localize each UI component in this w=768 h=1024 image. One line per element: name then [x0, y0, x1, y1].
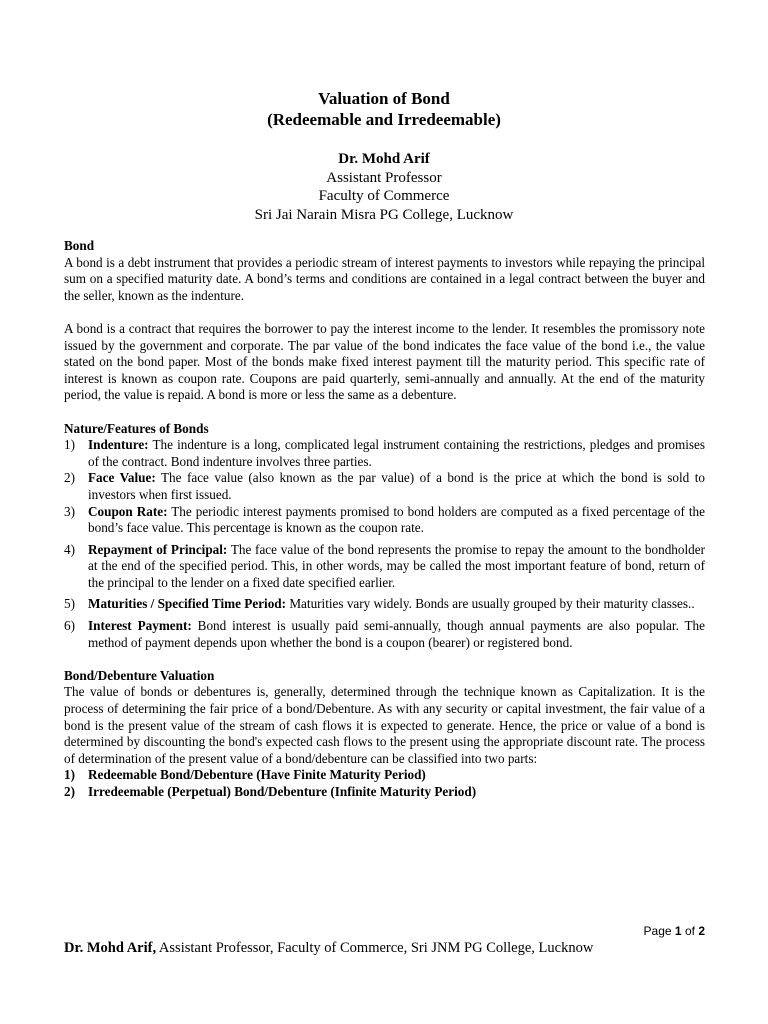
- feature-item: [64, 437, 705, 470]
- feature-number: 2): [64, 470, 75, 486]
- features-list: [64, 437, 705, 651]
- feature-text: Bond interest is usually paid semi-annually, though annual payments are also popular. The method of payment depends upon whether the bond is a coupon (bearer) or registered bond.: [88, 618, 706, 650]
- feature-item: [64, 504, 705, 537]
- author-faculty: Faculty of Commerce: [318, 188, 450, 204]
- part-number: 1): [64, 767, 75, 783]
- valuation-paragraph: The value of bonds or debentures is, generally, determined through the technique known as Capitalization. It is the process of determining the fair price of a bond/Debenture. As with any security or capital investment, the fair value of a bond is the present value of the stream of cash flows it is expected to generate. Hence, the price or value of a bond is determined by discounting the bond's expected cash flows to the present using the appropriate discount rate. The process of determination of the present value of a bond/debenture can be classified into two parts:: [64, 684, 705, 766]
- feature-text: The face value of the bond represents the promise to repay the amount to the bondholder at the end of the specified period. This, in other words, may be called the most important feature of bond, return of the principal to the lender on a fixed date specified earlier.: [88, 541, 705, 590]
- feature-number: 3): [64, 503, 75, 519]
- feature-text: The face value (also known as the par value) of a bond is the price at which the bond is sold to investors when first issued.: [88, 470, 705, 502]
- feature-term: Face Value:: [88, 470, 156, 486]
- page-current: 1: [674, 924, 682, 938]
- part-number: 2): [64, 784, 75, 799]
- feature-text: Maturities vary widely. Bonds are usually grouped by their maturity classes..: [286, 596, 695, 612]
- feature-item: [64, 470, 705, 503]
- features-heading: Nature/Features of Bonds: [64, 420, 209, 436]
- page-of: of: [684, 924, 695, 938]
- feature-text: The periodic interest payments promised to bond holders are computed as a fixed percentage of the bond’s face value. This percentage is known as the coupon rate.: [88, 503, 705, 536]
- page-label: Page: [643, 924, 672, 938]
- bond-paragraph-1: A bond is a debt instrument that provides a periodic stream of interest payments to investors while repaying the principal sum on a specified maturity date. A bond’s terms and conditions are contained in a legal contract between the buyer and the seller, known as the indenture.: [64, 254, 705, 303]
- author-block: [0, 150, 768, 224]
- title-line-2: (Redeemable and Irredeemable): [267, 110, 501, 129]
- page-number: [644, 924, 705, 938]
- feature-term: Maturities / Specified Time Period:: [88, 596, 287, 612]
- feature-number: 6): [64, 618, 75, 634]
- valuation-heading: Bond/Debenture Valuation: [64, 667, 215, 683]
- feature-number: 1): [64, 437, 75, 453]
- author-position: Assistant Professor: [326, 169, 442, 186]
- document-body: [64, 238, 705, 801]
- document-title: [0, 88, 768, 130]
- valuation-part-item: [64, 784, 705, 801]
- footer-details: Assistant Professor, Faculty of Commerce, Sri JNM PG College, Lucknow: [156, 940, 594, 956]
- feature-term: Coupon Rate:: [88, 503, 168, 519]
- valuation-part-item: [64, 767, 705, 784]
- title-line-1: Valuation of Bond: [318, 89, 450, 108]
- feature-number: 4): [64, 541, 75, 557]
- author-college: Sri Jai Narain Misra PG College, Lucknow: [254, 206, 514, 223]
- part-text: Irredeemable (Perpetual) Bond/Debenture (Infinite Maturity Period): [88, 784, 477, 799]
- feature-term: Interest Payment:: [88, 618, 192, 634]
- feature-item: [64, 618, 705, 651]
- valuation-parts-list: [64, 767, 705, 800]
- feature-number: 5): [64, 596, 75, 612]
- feature-text: The indenture is a long, complicated legal instrument containing the restrictions, pledges and promises of the contract. Bond indenture involves three parties.: [88, 437, 705, 469]
- page-total: 2: [698, 924, 705, 938]
- feature-item: [64, 542, 705, 592]
- footer-name: Dr. Mohd Arif,: [64, 940, 157, 956]
- feature-term: Repayment of Principal:: [88, 541, 228, 557]
- author-name: Dr. Mohd Arif: [338, 151, 430, 167]
- feature-item: [64, 596, 705, 613]
- part-text: Redeemable Bond/Debenture (Have Finite Maturity Period): [88, 767, 426, 783]
- bond-paragraph-2: A bond is a contract that requires the borrower to pay the interest income to the lender. It resembles the promissory note issued by the government and corporate. The par value of the bond indicates the face value of the bond i.e., the value stated on the bond paper. Most of the bonds make fixed interest payment till the maturity period. This specific rate of interest is known as coupon rate. Coupons are paid quarterly, semi-annually and annually. At the end of the maturity period, the value is repaid. A bond is more or less the same as a debenture.: [64, 320, 705, 403]
- page-footer: [64, 940, 593, 957]
- bond-heading: Bond: [64, 238, 95, 253]
- feature-term: Indenture:: [88, 437, 149, 453]
